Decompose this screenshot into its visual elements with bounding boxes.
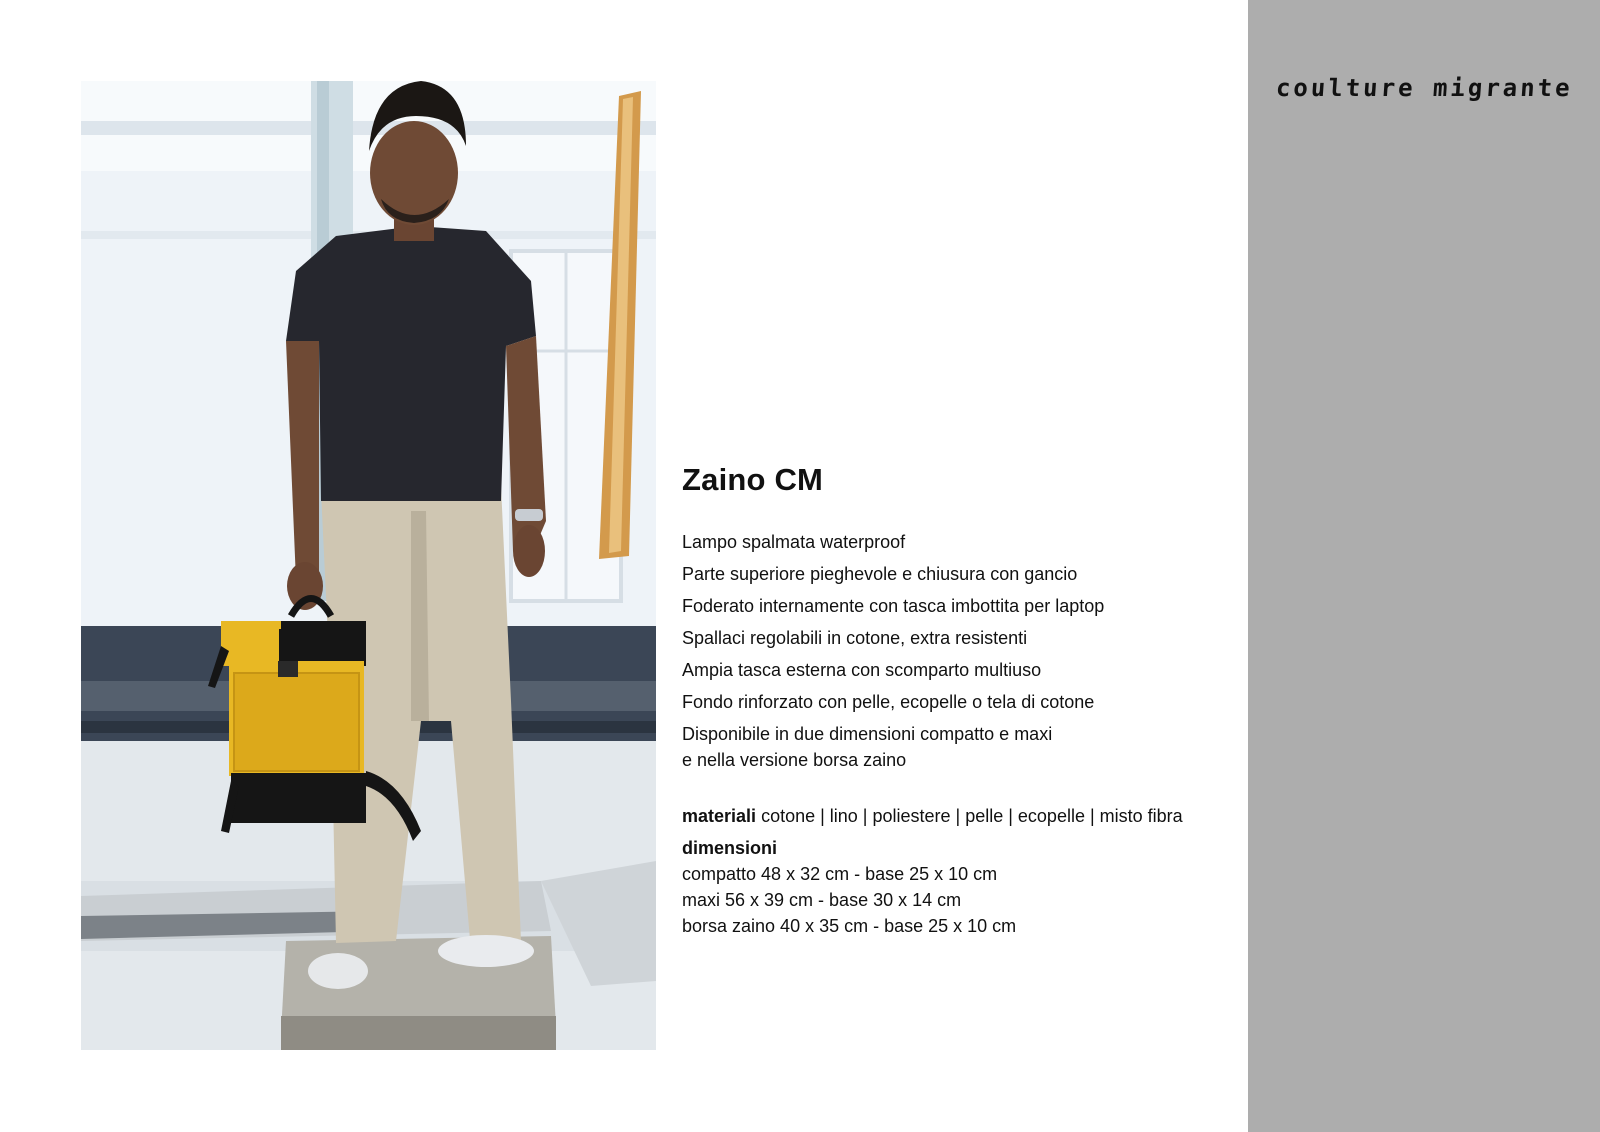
materials-value: cotone | lino | poliestere | pelle | ecopelle | misto fibra: [761, 806, 1183, 826]
feature-item: Parte superiore pieghevole e chiusura con gancio: [682, 564, 1078, 584]
feature-item: Spallaci regolabili in cotone, extra resistenti: [682, 628, 1028, 648]
materials-label: materiali: [682, 806, 757, 826]
feature-line: e nella versione borsa zaino: [682, 750, 907, 770]
brand-logo: coulture migrante: [1275, 74, 1574, 102]
dimensions: [682, 835, 1222, 939]
product-title: Zaino CM: [682, 462, 824, 497]
product-details: [682, 462, 1222, 939]
dimension-row: maxi 56 x 39 cm - base 30 x 14 cm: [682, 890, 962, 910]
feature-item: Lampo spalmata waterproof: [682, 532, 906, 552]
product-photo: [81, 81, 656, 1050]
feature-item: Foderato internamente con tasca imbottita per laptop: [682, 596, 1105, 616]
feature-line: Disponibile in due dimensioni compatto e maxi: [682, 724, 1053, 744]
dimension-row: borsa zaino 40 x 35 cm - base 25 x 10 cm: [682, 916, 1017, 936]
dimension-row: compatto 48 x 32 cm - base 25 x 10 cm: [682, 864, 998, 884]
dimensions-label: dimensioni: [682, 838, 778, 858]
brand-sidebar: [1248, 0, 1600, 1132]
feature-item-sizes: [682, 721, 1222, 773]
materials: [682, 803, 1222, 829]
feature-list: [682, 529, 1222, 773]
feature-item: Fondo rinforzato con pelle, ecopelle o tela di cotone: [682, 692, 1095, 712]
feature-item: Ampia tasca esterna con scomparto multiuso: [682, 660, 1042, 680]
